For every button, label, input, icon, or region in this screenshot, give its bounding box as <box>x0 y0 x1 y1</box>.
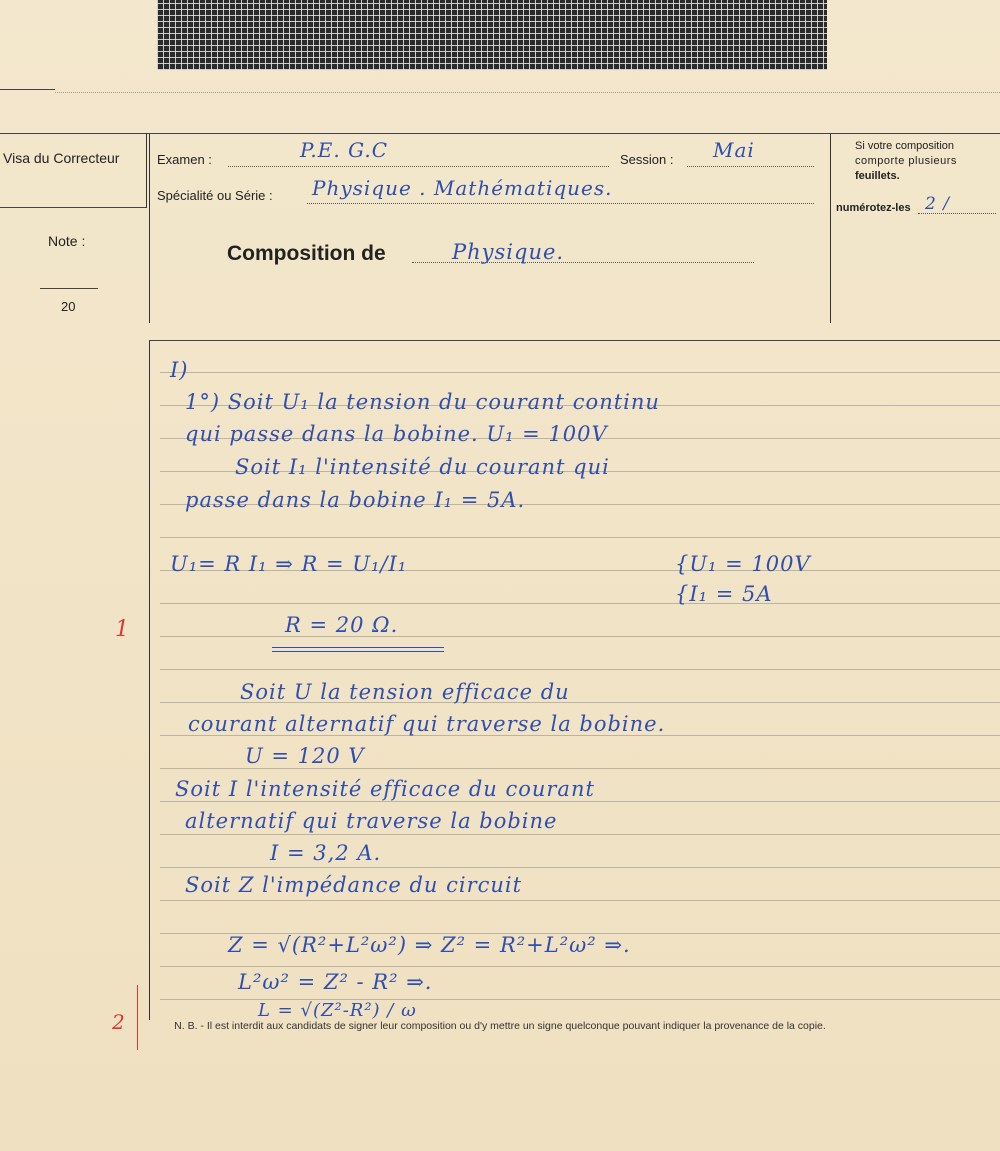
fold-line <box>55 92 1000 93</box>
composition-label: Composition de <box>227 242 386 265</box>
session-value: Mai <box>713 138 755 162</box>
ruled-line <box>160 966 1000 967</box>
side-note-line1: Si votre composition <box>855 140 955 152</box>
side-note-line2: comporte plusieurs <box>855 155 957 167</box>
handwritten-line: Soit Z l'impédance du circuit <box>185 873 523 897</box>
note-fraction-bar <box>40 288 98 289</box>
specialite-value: Physique . Mathématiques. <box>312 176 613 200</box>
handwritten-line: {U₁ = 100V <box>675 552 811 576</box>
handwritten-line: Soit U la tension efficace du <box>240 680 570 704</box>
ruled-line <box>160 801 1000 802</box>
examen-label: Examen : <box>157 152 212 167</box>
grade-mark: 1 <box>115 617 130 642</box>
result-underline <box>272 651 444 652</box>
handwritten-line: Z = √(R²+L²ω²) ⇒ Z² = R²+L²ω² ⇒. <box>228 933 631 957</box>
ruled-line <box>160 372 1000 373</box>
visa-box-right <box>146 133 147 208</box>
ruled-line <box>160 537 1000 538</box>
visa-box-bottom <box>0 207 146 208</box>
handwritten-line: L = √(Z²-R²) / ω <box>258 1000 417 1021</box>
header-divider-right <box>830 133 831 323</box>
body-top-line <box>149 340 1000 341</box>
handwritten-line: U₁= R I₁ ⇒ R = U₁/I₁ <box>170 552 408 576</box>
note-label: Note : <box>48 233 86 249</box>
specialite-label: Spécialité ou Série : <box>157 188 273 203</box>
visa-label: Visa du Correcteur <box>3 150 120 166</box>
body-margin-line <box>149 340 150 1020</box>
handwritten-line: alternatif qui traverse la bobine <box>185 809 558 833</box>
handwritten-line: Soit I₁ l'intensité du courant qui <box>235 455 610 479</box>
header-divider-left <box>149 133 150 323</box>
barcode-grid <box>157 0 827 70</box>
header-top-line <box>0 133 1000 134</box>
examen-dotline <box>228 166 609 167</box>
handwritten-line: L²ω² = Z² - R² ⇒. <box>238 970 433 994</box>
ruled-line <box>160 900 1000 901</box>
ruled-line <box>160 867 1000 868</box>
note-denominator: 20 <box>61 299 76 314</box>
ruled-line <box>160 768 1000 769</box>
ruled-line <box>160 603 1000 604</box>
top-separator <box>0 89 55 90</box>
handwritten-line: 1°) Soit U₁ la tension du courant continu <box>185 390 660 414</box>
grade-bracket <box>137 985 138 1050</box>
session-label: Session : <box>620 152 674 167</box>
examen-value: P.E. G.C <box>300 138 388 162</box>
numerotez-value: 2 / <box>925 194 950 214</box>
side-note-line3: feuillets. <box>855 170 900 182</box>
ruled-line <box>160 669 1000 670</box>
grade-mark: 2 <box>112 1010 126 1034</box>
handwritten-line: courant alternatif qui traverse la bobine. <box>188 712 666 736</box>
session-dotline <box>687 166 814 167</box>
handwritten-line: Soit I l'intensité efficace du courant <box>175 777 595 801</box>
handwritten-line: R = 20 Ω. <box>285 613 399 637</box>
composition-value: Physique. <box>452 240 565 264</box>
handwritten-line: I) <box>170 358 189 382</box>
numerotez-label: numérotez-les <box>836 202 911 214</box>
handwritten-line: I = 3,2 A. <box>270 841 382 865</box>
handwritten-line: qui passe dans la bobine. U₁ = 100V <box>185 422 608 446</box>
specialite-dotline <box>307 203 814 204</box>
handwritten-line: passe dans la bobine I₁ = 5A. <box>185 488 526 512</box>
ruled-line <box>160 834 1000 835</box>
handwritten-line: {I₁ = 5A <box>675 582 773 606</box>
result-underline <box>272 647 444 648</box>
footer-notice: N. B. - Il est interdit aux candidats de signer leur composition ou d'y mettre un signe quelconque pouvant indiquer la provenance de la copie. <box>174 1020 826 1032</box>
handwritten-line: U = 120 V <box>245 744 365 768</box>
